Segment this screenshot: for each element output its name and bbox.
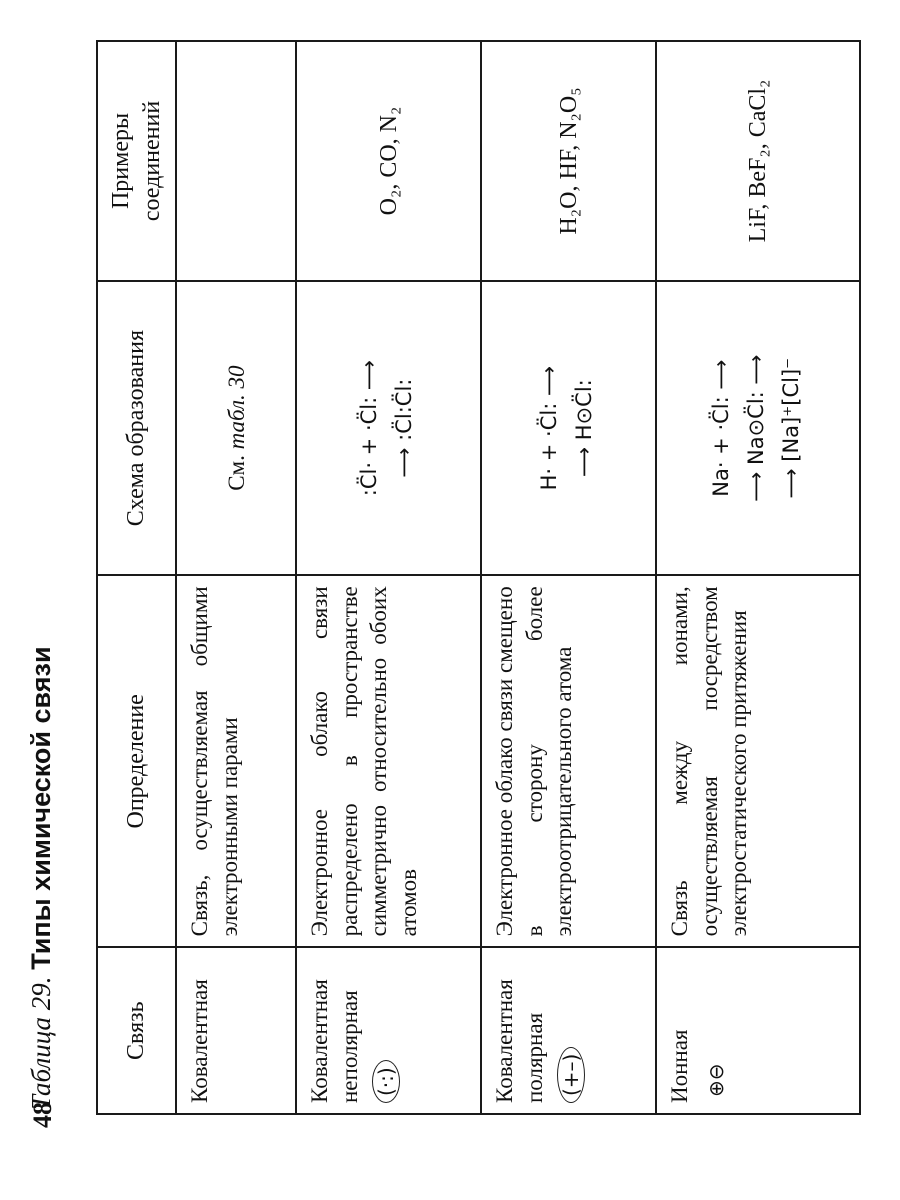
bond-definition: Связь, осуществляемая общими электронными парами (176, 575, 296, 947)
polar-symbol-icon: (+–) (557, 1047, 585, 1103)
bond-definition: Электронное облако связи смещено в сторону более электроотрицательного атома (481, 575, 656, 947)
header-examples: Примеры соединений (97, 41, 176, 281)
bond-scheme (481, 281, 656, 575)
table-header-row (97, 41, 176, 1114)
header-definition: Определение (97, 575, 176, 947)
bond-type-cell (481, 947, 656, 1114)
scheme-line-1: :C̈l· + ·C̈l: ⟶ (357, 360, 382, 497)
bond-type: Ковалентная неполярная (307, 979, 362, 1103)
scheme-line-1: H· + ·C̈l: ⟶ (537, 365, 562, 491)
scheme-line-1: Na· + ·C̈l: ⟶ (708, 359, 733, 497)
bond-scheme (176, 281, 296, 575)
scheme-line-3: ⟶ [Na]⁺[Cl]⁻ (778, 357, 803, 499)
table-caption (26, 646, 57, 1110)
table-row (176, 41, 296, 1114)
header-scheme: Схема образования (97, 281, 176, 575)
bond-type-cell (296, 947, 481, 1114)
caption-label: Таблица 29. (26, 976, 56, 1110)
bond-examples: H₂O, HF, N₂O₅ (481, 41, 656, 281)
bond-definition: Электронное облако связи распределено в пространстве симметрично относительно обоих атомов (296, 575, 481, 947)
scheme-line-2: ⟶ :C̈l:C̈l: (391, 378, 416, 478)
nonpolar-symbol-icon: (·:) (372, 1060, 400, 1103)
header-bond: Связь (97, 947, 176, 1114)
bond-type-cell (656, 947, 860, 1114)
table-row (481, 41, 656, 1114)
bond-type: Ковалентная полярная (492, 979, 547, 1103)
table-row (296, 41, 481, 1114)
bond-definition: Связь между ионами, осуществляемая посредством электростатического притяжения (656, 575, 860, 947)
scheme-reference: табл. 30 (223, 365, 249, 450)
bond-scheme (296, 281, 481, 575)
bond-examples (176, 41, 296, 281)
bond-scheme (656, 281, 860, 575)
bond-type: Ковалентная (176, 947, 296, 1114)
scheme-line-2: ⟶ H⊙C̈l: (571, 379, 596, 477)
bond-type: Ионная (667, 1029, 693, 1103)
bond-examples: LiF, BeF₂, CaCl₂ (656, 41, 860, 281)
ionic-symbol-icon: ⊕⊖ (703, 1063, 728, 1097)
scheme-line-2: ⟶ Na⊙C̈l: ⟶ (743, 354, 768, 502)
caption-title: Типы химической связи (26, 646, 56, 970)
table-row (656, 41, 860, 1114)
scheme-see: См. (223, 455, 249, 491)
page-number: 48 (28, 1102, 57, 1128)
chemical-bonds-table (96, 40, 861, 1115)
bond-examples: O₂, CO, N₂ (296, 41, 481, 281)
